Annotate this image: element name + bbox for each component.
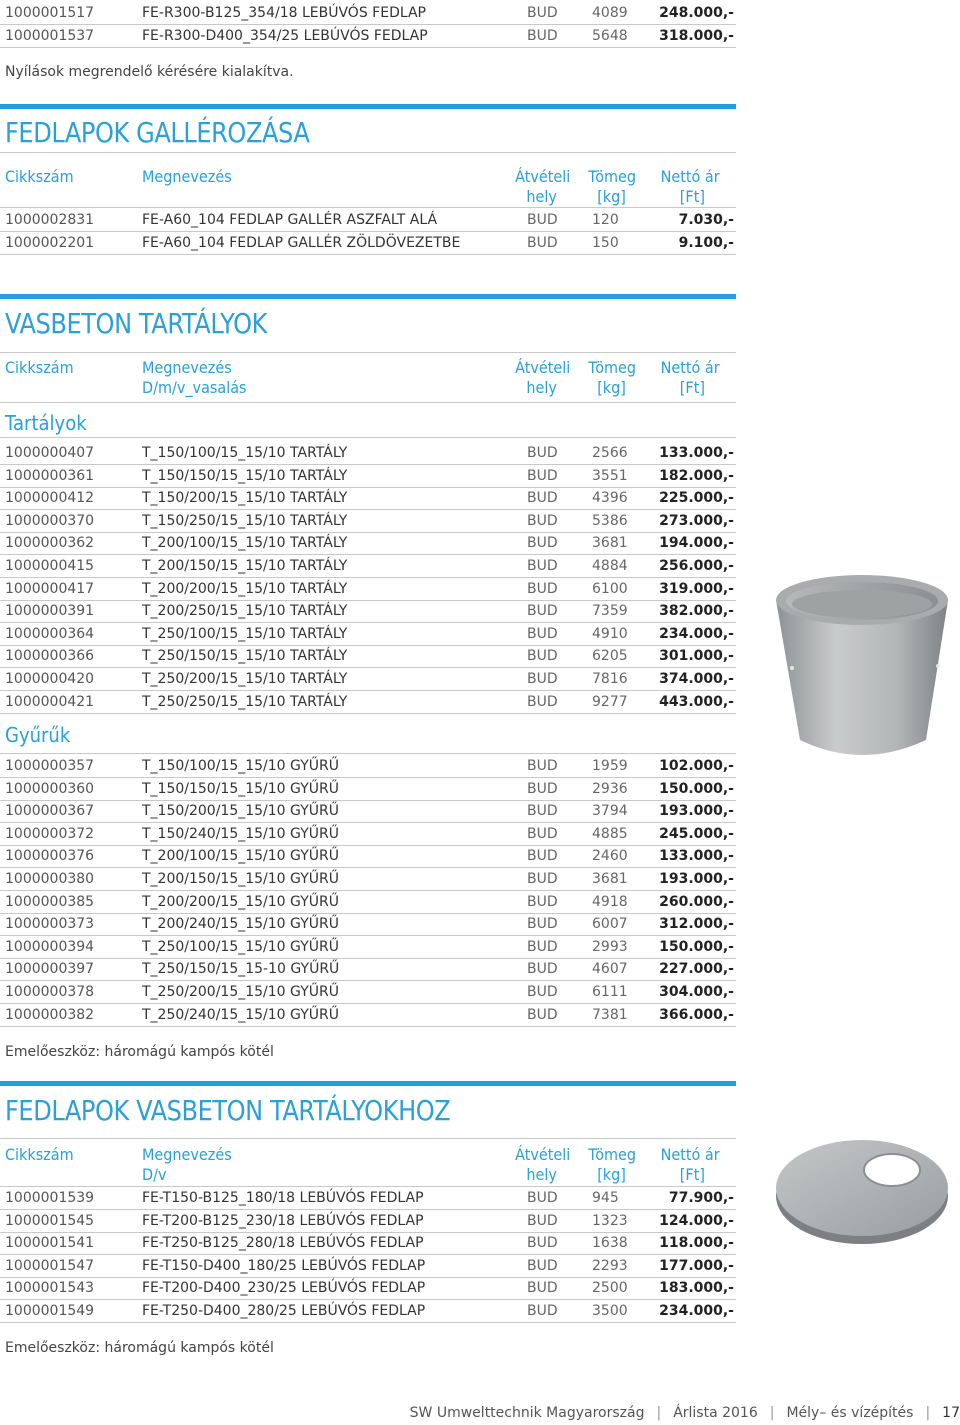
item-name: FE-T250-B125_280/18 LEBÚVÓS FEDLAP: [142, 1235, 424, 1252]
item-price: 301.000,-: [659, 648, 734, 665]
page-footer: [410, 1405, 960, 1421]
item-code: 1000000361: [5, 467, 95, 484]
item-code: 1000000417: [5, 580, 95, 597]
item-code: 1000000415: [5, 558, 95, 574]
item-name: T_150/200/15_15/10 GYŰRŰ: [142, 803, 339, 820]
item-price: 443.000,-: [659, 693, 734, 710]
header-location-sub: hely: [526, 1165, 557, 1184]
item-weight: 6205: [592, 648, 628, 665]
item-location: BUD: [527, 893, 558, 910]
item-name: FE-A60_104 FEDLAP GALLÉR ASZFALT ALÁ: [142, 212, 438, 228]
note-fedlapok: Emelőeszköz: háromágú kampós kötél: [5, 1340, 274, 1356]
item-name: T_200/100/15_15/10 TARTÁLY: [142, 535, 348, 552]
divider: [0, 622, 736, 623]
footer-category: Mély– és vízépítés: [786, 1405, 914, 1421]
item-name: T_150/200/15_15/10 TARTÁLY: [142, 490, 348, 507]
item-code: 1000000364: [5, 625, 95, 642]
item-location: BUD: [527, 1280, 558, 1297]
section-divider: [0, 294, 736, 299]
item-code: 1000001547: [5, 1257, 95, 1274]
cover-slab-image: [770, 1130, 955, 1250]
item-code: 1000000420: [5, 671, 95, 687]
section-title-gallerozas: FEDLAPOK GALLÉROZÁSA: [5, 116, 310, 149]
item-location: BUD: [527, 445, 558, 461]
item-location: BUD: [527, 558, 558, 574]
divider: [0, 753, 736, 754]
item-price: 304.000,-: [659, 984, 734, 1000]
item-weight: 1959: [592, 758, 628, 774]
item-price: 7.030,-: [678, 212, 734, 228]
item-location: BUD: [527, 803, 558, 820]
item-code: 1000000378: [5, 984, 95, 1000]
subsection-title-tartalyok: Tartályok: [5, 411, 87, 435]
divider: [0, 1209, 736, 1210]
item-weight: 2460: [592, 848, 628, 865]
item-name: FE-R300-D400_354/25 LEBÚVÓS FEDLAP: [142, 27, 428, 44]
header-name-sub: D/m/v_vasalás: [142, 378, 247, 397]
item-code: 1000000366: [5, 648, 95, 665]
item-weight: 9277: [592, 693, 628, 710]
item-code: 1000000357: [5, 758, 95, 774]
item-location: BUD: [527, 5, 558, 21]
divider: [0, 958, 736, 959]
item-price: 248.000,-: [659, 5, 734, 21]
divider: [0, 1003, 736, 1004]
item-name: T_150/250/15_15/10 TARTÁLY: [142, 512, 348, 529]
item-code: 1000000394: [5, 938, 95, 955]
item-location: BUD: [527, 916, 558, 933]
footer-catalog: Árlista 2016: [673, 1405, 758, 1421]
subsection-title-gyuruk: Gyűrűk: [5, 723, 71, 747]
divider: [0, 600, 736, 601]
footer-company: SW Umwelttechnik Magyarország: [409, 1405, 645, 1421]
item-code: 1000001543: [5, 1280, 95, 1297]
item-name: T_250/100/15_15/10 GYŰRŰ: [142, 938, 339, 955]
item-location: BUD: [527, 848, 558, 865]
item-name: FE-T200-D400_230/25 LEBÚVÓS FEDLAP: [142, 1280, 426, 1297]
item-price: 312.000,-: [659, 916, 734, 933]
header-weight-sub: [kg]: [597, 187, 626, 206]
item-name: T_150/240/15_15/10 GYŰRŰ: [142, 825, 339, 842]
item-location: BUD: [527, 871, 558, 887]
divider: [0, 532, 736, 533]
item-weight: 6100: [592, 580, 628, 597]
item-name: T_250/100/15_15/10 TARTÁLY: [142, 625, 348, 642]
divider: [0, 980, 736, 981]
header-code: Cikkszám: [5, 167, 74, 186]
header-name: Megnevezés: [142, 1145, 232, 1164]
item-location: BUD: [527, 671, 558, 687]
item-location: BUD: [527, 693, 558, 710]
item-price: 234.000,-: [659, 625, 734, 642]
item-weight: 3681: [592, 871, 628, 887]
item-location: BUD: [527, 535, 558, 552]
divider: [0, 690, 736, 691]
header-name: Megnevezés: [142, 167, 232, 186]
item-weight: 4884: [592, 558, 628, 574]
item-code: 1000000412: [5, 490, 95, 507]
item-name: FE-T150-D400_180/25 LEBÚVÓS FEDLAP: [142, 1257, 426, 1274]
item-name: FE-T250-D400_280/25 LEBÚVÓS FEDLAP: [142, 1303, 426, 1319]
item-weight: 3500: [592, 1303, 628, 1319]
item-price: 319.000,-: [659, 580, 734, 597]
item-name: T_200/250/15_15/10 TARTÁLY: [142, 603, 348, 620]
item-weight: 5386: [592, 512, 628, 529]
header-price-sub: [Ft]: [679, 378, 705, 397]
item-name: FE-T200-B125_230/18 LEBÚVÓS FEDLAP: [142, 1212, 424, 1229]
divider: [0, 822, 736, 823]
divider: [0, 1254, 736, 1255]
item-name: T_150/150/15_15/10 TARTÁLY: [142, 467, 348, 484]
item-location: BUD: [527, 1257, 558, 1274]
divider: [0, 935, 736, 936]
item-price: 260.000,-: [659, 893, 734, 910]
item-code: 1000001517: [5, 5, 95, 21]
item-weight: 4607: [592, 961, 628, 978]
item-weight: 2936: [592, 780, 628, 797]
header-weight-sub: [kg]: [597, 378, 626, 397]
item-code: 1000001537: [5, 27, 95, 44]
item-weight: 2993: [592, 938, 628, 955]
item-weight: 3681: [592, 535, 628, 552]
divider: [0, 152, 736, 153]
section-title-fedlapok: FEDLAPOK VASBETON TARTÁLYOKHOZ: [5, 1094, 451, 1127]
item-code: 1000000360: [5, 780, 95, 797]
item-weight: 4089: [592, 5, 628, 21]
item-location: BUD: [527, 984, 558, 1000]
header-weight-sub: [kg]: [597, 1165, 626, 1184]
item-weight: 5648: [592, 27, 628, 44]
divider: [0, 1322, 736, 1323]
item-weight: 7816: [592, 671, 628, 687]
header-location: Átvételi: [514, 1145, 570, 1164]
item-name: T_250/240/15_15/10 GYŰRŰ: [142, 1006, 339, 1023]
item-location: BUD: [527, 648, 558, 665]
divider: [0, 437, 736, 438]
item-code: 1000000382: [5, 1006, 95, 1023]
header-location: Átvételi: [514, 167, 570, 186]
divider: [0, 24, 736, 25]
header-name-sub: D/v: [142, 1165, 167, 1184]
item-price: 150.000,-: [659, 780, 734, 797]
item-price: 382.000,-: [659, 603, 734, 620]
item-name: T_200/100/15_15/10 GYŰRŰ: [142, 848, 339, 865]
header-price: Nettó ár: [660, 358, 720, 377]
divider: [0, 47, 736, 48]
header-location-sub: hely: [526, 378, 557, 397]
item-location: BUD: [527, 580, 558, 597]
item-location: BUD: [527, 758, 558, 774]
item-code: 1000000362: [5, 535, 95, 552]
divider: [0, 207, 736, 208]
divider: [0, 713, 736, 714]
divider: [0, 1299, 736, 1300]
item-price: 102.000,-: [659, 758, 734, 774]
item-price: 225.000,-: [659, 490, 734, 507]
divider: [0, 1232, 736, 1233]
item-price: 193.000,-: [659, 871, 734, 887]
item-location: BUD: [527, 1190, 558, 1206]
item-price: 150.000,-: [659, 938, 734, 955]
item-weight: 150: [592, 234, 619, 251]
item-name: FE-T150-B125_180/18 LEBÚVÓS FEDLAP: [142, 1190, 424, 1206]
item-location: BUD: [527, 1303, 558, 1319]
item-location: BUD: [527, 234, 558, 251]
item-name: FE-A60_104 FEDLAP GALLÉR ZÖLDÖVEZETBE: [142, 234, 461, 251]
item-price: 133.000,-: [659, 848, 734, 865]
page-number: 17: [942, 1405, 960, 1421]
item-price: 182.000,-: [659, 467, 734, 484]
item-price: 9.100,-: [678, 234, 734, 251]
item-code: 1000002831: [5, 212, 95, 228]
item-weight: 6111: [592, 984, 628, 1000]
divider: [0, 777, 736, 778]
item-location: BUD: [527, 512, 558, 529]
section-divider: [0, 104, 736, 109]
header-location-sub: hely: [526, 187, 557, 206]
item-price: 77.900,-: [668, 1190, 734, 1206]
divider: [0, 1277, 736, 1278]
item-price: 118.000,-: [659, 1235, 734, 1252]
item-code: 1000000385: [5, 893, 95, 910]
item-location: BUD: [527, 1235, 558, 1252]
note-tartalyok: Emelőeszköz: háromágú kampós kötél: [5, 1044, 274, 1060]
divider: [0, 1026, 736, 1027]
item-weight: 6007: [592, 916, 628, 933]
item-price: 366.000,-: [659, 1006, 734, 1023]
item-weight: 3794: [592, 803, 628, 820]
item-weight: 945: [592, 1190, 619, 1206]
item-code: 1000000372: [5, 825, 95, 842]
item-weight: 2566: [592, 445, 628, 461]
footer-separator: |: [769, 1405, 775, 1421]
item-code: 1000000370: [5, 512, 95, 529]
item-location: BUD: [527, 467, 558, 484]
item-price: 193.000,-: [659, 803, 734, 820]
divider: [0, 867, 736, 868]
divider: [0, 667, 736, 668]
item-weight: 1638: [592, 1235, 628, 1252]
item-price: 273.000,-: [659, 512, 734, 529]
item-weight: 1323: [592, 1212, 628, 1229]
item-price: 256.000,-: [659, 558, 734, 574]
item-weight: 7359: [592, 603, 628, 620]
item-name: T_250/200/15_15/10 GYŰRŰ: [142, 984, 339, 1000]
item-code: 1000000367: [5, 803, 95, 820]
item-code: 1000001539: [5, 1190, 95, 1206]
item-price: 318.000,-: [659, 27, 734, 44]
item-price: 124.000,-: [659, 1212, 734, 1229]
item-location: BUD: [527, 212, 558, 228]
item-weight: 7381: [592, 1006, 628, 1023]
header-code: Cikkszám: [5, 358, 74, 377]
header-price-sub: [Ft]: [679, 1165, 705, 1184]
item-name: T_200/200/15_15/10 TARTÁLY: [142, 580, 348, 597]
header-price-sub: [Ft]: [679, 187, 705, 206]
item-location: BUD: [527, 27, 558, 44]
item-name: FE-R300-B125_354/18 LEBÚVÓS FEDLAP: [142, 5, 426, 21]
header-weight: Tömeg: [588, 167, 636, 186]
divider: [0, 352, 736, 353]
item-price: 194.000,-: [659, 535, 734, 552]
item-location: BUD: [527, 780, 558, 797]
item-weight: 2293: [592, 1257, 628, 1274]
divider: [0, 231, 736, 232]
item-weight: 2500: [592, 1280, 628, 1297]
footer-separator: |: [925, 1405, 931, 1421]
divider: [0, 487, 736, 488]
divider: [0, 1138, 736, 1139]
header-weight: Tömeg: [588, 358, 636, 377]
item-name: T_200/150/15_15/10 TARTÁLY: [142, 558, 348, 574]
divider: [0, 254, 736, 255]
item-price: 234.000,-: [659, 1303, 734, 1319]
item-name: T_250/200/15_15/10 TARTÁLY: [142, 671, 348, 687]
divider: [0, 645, 736, 646]
header-price: Nettó ár: [660, 1145, 720, 1164]
item-location: BUD: [527, 625, 558, 642]
item-weight: 4396: [592, 490, 628, 507]
item-weight: 4910: [592, 625, 628, 642]
item-code: 1000000376: [5, 848, 95, 865]
item-name: T_200/150/15_15/10 GYŰRŰ: [142, 871, 339, 887]
section-divider: [0, 1081, 736, 1086]
header-code: Cikkszám: [5, 1145, 74, 1164]
concrete-ring-image: [770, 570, 955, 760]
item-name: T_200/200/15_15/10 GYŰRŰ: [142, 893, 339, 910]
divider: [0, 509, 736, 510]
header-name: Megnevezés: [142, 358, 232, 377]
item-price: 177.000,-: [659, 1257, 734, 1274]
item-code: 1000001541: [5, 1235, 95, 1252]
item-weight: 4918: [592, 893, 628, 910]
item-weight: 120: [592, 212, 619, 228]
item-code: 1000001545: [5, 1212, 95, 1229]
item-location: BUD: [527, 603, 558, 620]
divider: [0, 845, 736, 846]
item-code: 1000000373: [5, 916, 95, 933]
item-name: T_150/150/15_15/10 GYŰRŰ: [142, 780, 339, 797]
divider: [0, 402, 736, 403]
divider: [0, 890, 736, 891]
item-code: 1000000397: [5, 961, 95, 978]
item-price: 133.000,-: [659, 445, 734, 461]
item-location: BUD: [527, 825, 558, 842]
item-weight: 4885: [592, 825, 628, 842]
header-weight: Tömeg: [588, 1145, 636, 1164]
item-location: BUD: [527, 938, 558, 955]
divider: [0, 1186, 736, 1187]
item-name: T_150/100/15_15/10 GYŰRŰ: [142, 758, 339, 774]
item-price: 183.000,-: [659, 1280, 734, 1297]
footer-separator: |: [656, 1405, 662, 1421]
item-code: 1000002201: [5, 234, 95, 251]
section-title-tartalyok: VASBETON TARTÁLYOK: [5, 307, 267, 340]
item-name: T_250/150/15_15/10 TARTÁLY: [142, 648, 348, 665]
item-weight: 3551: [592, 467, 628, 484]
item-name: T_250/150/15_15-10 GYŰRŰ: [142, 961, 340, 978]
top-note: Nyílások megrendelő kérésére kialakítva.: [5, 64, 294, 80]
item-code: 1000001549: [5, 1303, 95, 1319]
item-name: T_200/240/15_15/10 GYŰRŰ: [142, 916, 339, 933]
item-location: BUD: [527, 1006, 558, 1023]
item-price: 374.000,-: [659, 671, 734, 687]
item-location: BUD: [527, 1212, 558, 1229]
header-location: Átvételi: [514, 358, 570, 377]
item-name: T_250/250/15_15/10 TARTÁLY: [142, 693, 348, 710]
item-name: T_150/100/15_15/10 TARTÁLY: [142, 445, 348, 461]
item-code: 1000000407: [5, 445, 95, 461]
divider: [0, 554, 736, 555]
item-price: 245.000,-: [659, 825, 734, 842]
item-code: 1000000421: [5, 693, 95, 710]
header-price: Nettó ár: [660, 167, 720, 186]
item-code: 1000000391: [5, 603, 95, 620]
divider: [0, 464, 736, 465]
divider: [0, 577, 736, 578]
divider: [0, 913, 736, 914]
item-location: BUD: [527, 490, 558, 507]
item-location: BUD: [527, 961, 558, 978]
item-price: 227.000,-: [659, 961, 734, 978]
item-code: 1000000380: [5, 871, 95, 887]
divider: [0, 800, 736, 801]
